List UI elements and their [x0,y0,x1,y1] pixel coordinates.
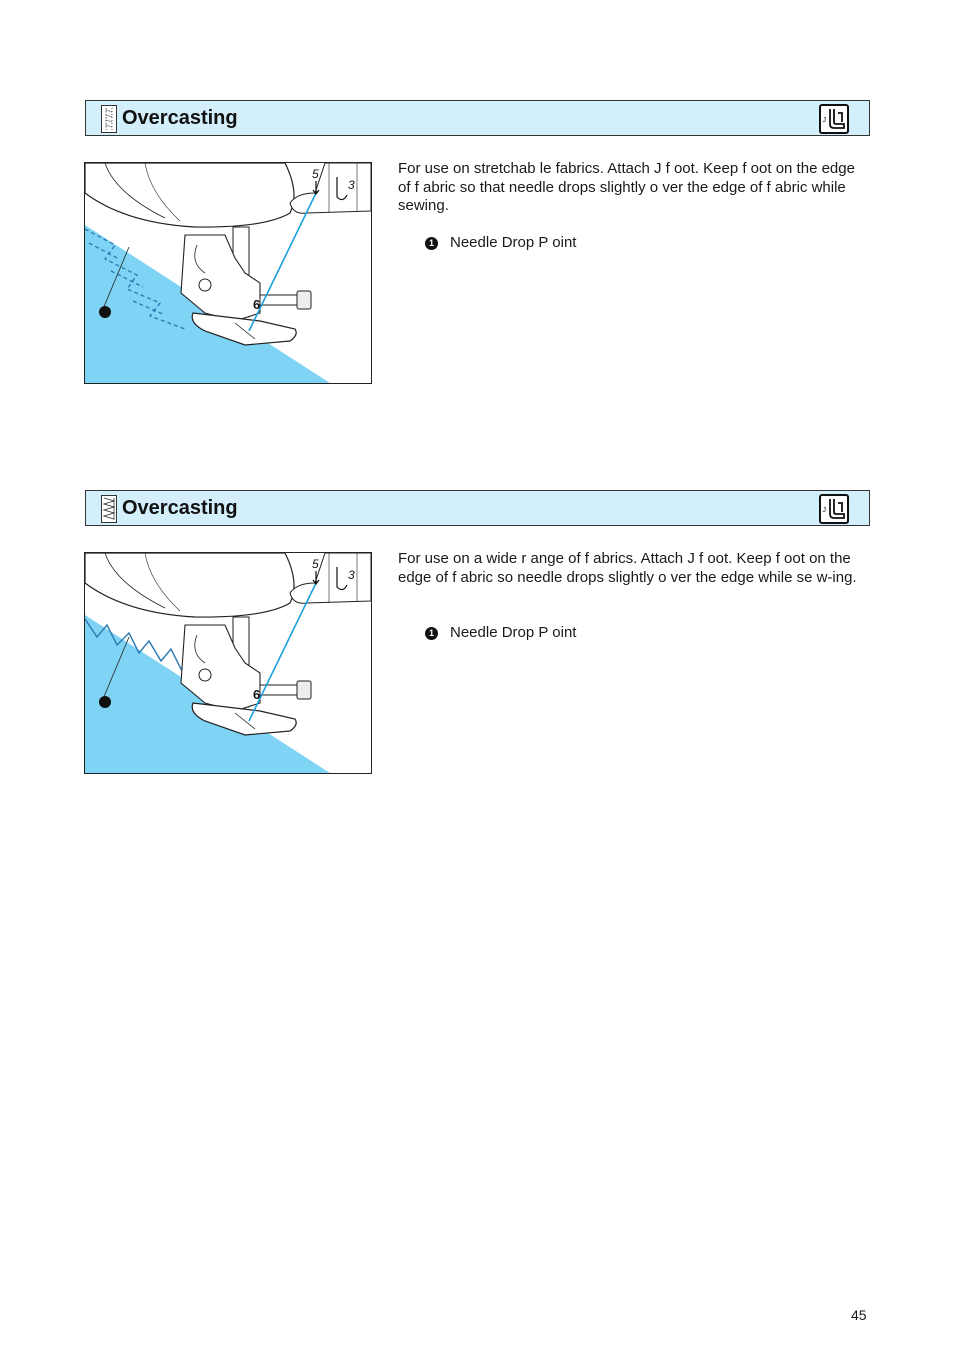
svg-text:5: 5 [312,557,319,571]
svg-text:5: 5 [312,167,319,181]
svg-text:J: J [822,117,826,124]
legend-label: Needle Drop P oint [450,234,577,251]
svg-text:6: 6 [253,687,261,702]
legend-label: Needle Drop P oint [450,624,577,641]
legend-needle-drop-point [425,234,576,252]
section-title: Overcasting [122,497,238,519]
j-foot-icon [819,104,849,134]
legend-number-badge: 1 [425,627,438,640]
section-description: For use on stretchab le fabrics. Attach J f oot. Keep f oot on the edge of f abric so that needle drops slightly o ver the edge of f abric while sewing. [398,160,855,214]
page-number: 45 [851,1307,867,1323]
sewing-foot-illustration-2 [84,552,372,774]
sewing-foot-illustration-1 [84,162,372,384]
legend-number-badge: 1 [425,237,438,250]
svg-text:3: 3 [348,568,355,582]
svg-text:J: J [822,507,826,514]
j-foot-icon [819,494,849,524]
section-header-overcasting-1 [85,100,870,136]
section-description: For use on a wide r ange of f abrics. Attach J f oot. Keep f oot on the edge of f abric so needle drops slightly o ver the edge while se w-ing. [398,550,857,586]
svg-text:3: 3 [348,178,355,192]
section-header-overcasting-2 [85,490,870,526]
svg-text:6: 6 [253,297,261,312]
straight-overcast-stitch-icon [101,105,117,133]
legend-needle-drop-point [425,624,576,642]
section-title: Overcasting [122,107,238,129]
zigzag-overcast-stitch-icon [101,495,117,523]
